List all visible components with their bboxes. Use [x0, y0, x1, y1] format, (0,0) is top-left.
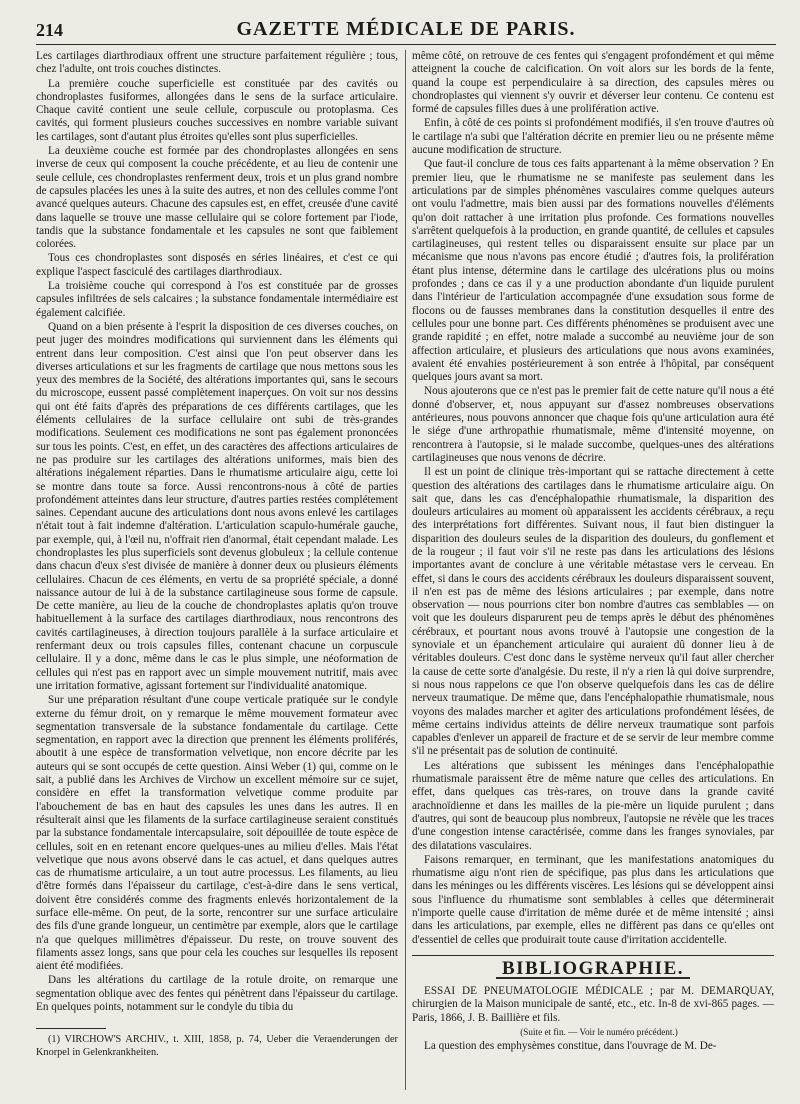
continuation-note: (Suite et fin. — Voir le numéro précédent.)	[520, 1027, 678, 1038]
journal-title: GAZETTE MÉDICALE DE PARIS.	[236, 18, 576, 40]
paragraph: Enfin, à côté de ces points si profondément modifiés, il s'en trouve d'autres où le cartilage n'a subi que l'altération décrite en premier lieu ou ne présente même aucune modification de structure.	[412, 117, 774, 157]
paragraph: Tous ces chondroplastes sont disposés en séries linéaires, et c'est ce qui explique l'aspect fasciculé des cartilages diarthrodiaux.	[36, 252, 398, 278]
paragraph: Que faut-il conclure de tous ces faits appartenant à la même observation ? En premier lieu, que le rhumatisme ne se manifeste pas seulement dans les articulations par de simples phénomènes vasculaires comme quelques auteurs ont voulu l'admettre, mais bien aussi par des formations nouvelles d'éléments qu'on doit rattacher à une irritation plus profonde. Ces formations nouvelles s'arrêtent quelquefois à la production, en grande quantité, de cellules et capsules cartilagineuses, qui restent telles ou disparaissent ensuite sur place par un mécanisme que nous n'avons pas encore étudié ; d'autres fois, la prolifération étant plus intense, détermine dans le cartilage des ulcérations plus ou moins profondes ; dans ce cas il y a une production abondante d'un liquide purulent dans l'intérieur de l'articulation accompagnée d'une exsudation sous forme de flocons ou de fausses membranes dans la constitution desquelles il entre des cellules pour une bonne part. Ces différents phénomènes se produisent avec une grande rapidité ; en effet, notre malade a succombé au neuvième jour de son affection articulaire, et plusieurs des articulations que nous avons examinées, avaient été envahies postérieurement à son entrée à l'hôpital, par conséquent quelques jours avant sa mort.	[412, 158, 774, 384]
paragraph: La première couche superficielle est constituée par des cavités ou chondroplastes fusiformes, allongées dans le sens de la surface articulaire. Chaque cavité contient une seule cellule, corpuscule ou protoplasma. Ces cavités, qui forment plusieurs couches successives en nombre variable suivant les cartilages, sont d'autant plus étroites qu'elles sont plus superficielles.	[36, 77, 398, 143]
paragraph: même côté, on retrouve de ces fentes qui s'engagent profondément et qui même atteignent la couche de calcification. On voit alors sur les bords de la fente, quand la coupe est perpendiculaire à sa direction, des capsules mères ou chondroplastes qui viennent s'y ouvrir et déverser leur contenu. Ce contenu est formé de capsules filles dues à une prolifération active.	[412, 50, 774, 116]
paragraph: La question des emphysèmes constitue, dans l'ouvrage de M. De-	[424, 1040, 717, 1053]
paragraph: La troisième couche qui correspond à l'os est constituée par de grosses capsules infiltrées de sels calcaires ; la substance fondamentale intermédiaire est également calcifiée.	[36, 280, 398, 319]
left-column	[36, 50, 398, 1090]
footnote-divider	[36, 1028, 106, 1029]
paragraph: Quand on a bien présente à l'esprit la disposition de ces diverses couches, on peut juger des moindres modifications qui surviennent dans les éléments qui entrent dans leur composition. C'est ainsi que l'on peut observer dans les diverses articulations et sur les fragments de cartilage que nous mettons sous les yeux des membres de la Société, des altérations importantes qui, sans le secours du microscope, eussent passé complètement inaperçues. On voit sur nos dessins qui ont été faits d'après des préparations de ces différents cartilages, que les éléments cellulaires de la surface cellulaire ont subi de très-grandes modifications. Seulement ces modifications ne sont pas également prononcées sur tous les points. C'est, en effet, un des caractères des affections articulaires de ne pas produire sur les cartilages des altérations uniformes, mais bien des altérations inégalement réparties. Dans le rhumatisme articulaire aigu, cette loi se montre dans toute sa force. Aussi rencontrons-nous à côté de parties profondément atteintes dans leur structure, d'autres parties restées complétement saines. Cependant aucune des articulations dont nous avons enlevé les cartilages n'était tout à fait indemne d'altération. L'articulation scapulo-humérale gauche, par exemple, qui, à l'œil nu, n'offrait rien d'anormal, était cependant malade. Les chondroplastes les plus superficiels sont devenus globuleux ; la cellule contenue dans chacun d'eux s'est divisée de manière à donner deux ou plusieurs éléments cellulaires. Chacun de ces éléments, en vertu de sa propriété spéciale, a donné naissance autour de lui à de la substance cartilagineuse sous forme de capsule. De cette manière, au lieu de la couche de chondroplastes aplatis qu'on trouve habituellement à la surface des cartilages diarthrodiaux, nous rencontrons des cavités cartilagineuses, à direction toujours parallèle à la surface articulaire et renfermant deux ou trois capsules filles, contenant chacune un corpuscule cellulaire. Il y a donc, même dans le cas le plus simple, une néoformation de cellules qui n'est pas en rapport avec un simple mouvement nutritif, mais avec une irritation formative, agissant fortement sur l'individualité anatomique.	[36, 320, 398, 692]
paragraph: Les altérations que subissent les méninges dans l'encéphalopathie rhumatismale paraissent être de même nature que celles des articulations. En effet, dans quelques cas très-rares, on trouve dans la grande cavité arachnoïdienne et dans les mailles de la pie-mère un liquide purulent ; dans d'autres, qui sont de beaucoup plus nombreux, l'autopsie ne révèle que les traces d'une congestion intense caractérisée, comme dans les franges synoviales, par des dilatations vasculaires.	[412, 759, 774, 852]
footnote: (1) VIRCHOW'S ARCHIV., t. XIII, 1858, p. 74, Ueber die Veraenderungen der Knorpel in Gelenkrankheiten.	[36, 1034, 398, 1058]
paragraph: Faisons remarquer, en terminant, que les manifestations anatomiques du rhumatisme aigu n'ont rien de spécifique, pas plus dans les articulations que dans les méninges ou les différents viscères. Les lésions qui se développent ainsi sous l'influence du rhumatisme sont semblables à celles que déterminerait n'importe quelle cause d'irritation de même durée et de même intensité ; ainsi dans les articulations, par exemple, elles ne diffèrent pas dans ce qu'elles ont d'essentiel de celles que produirait toute cause d'irritation accidentelle.	[412, 853, 774, 946]
paragraph: Il est un point de clinique très-important qui se rattache directement à cette question des altérations des cartilages dans le rhumatisme articulaire aigu. On sait que, dans les cas d'encéphalopathie rhumatismale, la disparition des douleurs articulaires au moment où apparaissent les accidents cérébraux, a reçu des interprétations fort différentes. Suivant nous, il faut bien distinguer la disparition des douleurs seules de la disparition des douleurs, du gonflement et de la rougeur ; il faut voir s'il ne reste pas dans les articulations des lésions importantes avant de conclure à une véritable métastase vers le cerveau. En effet, si dans le cours des accidents cérébraux les douleurs disparaissent souvent, il n'en est pas de même des lésions articulaires ; par exemple, dans notre observation — nous pourrions citer bon nombre d'autres cas semblables — on voit que les douleurs disparurent peu de temps après le début des phénomènes cérébraux, et pourtant nous avons trouvé à l'autopsie une congestion de la synoviale et un épanchement articulaire qui auraient dû donner lieu à de véritables douleurs. C'est donc dans le système nerveux qu'il faut aller chercher la cause de cette sorte d'analgésie. Du reste, il n'y a rien là qui doive surprendre, si nous nous rappelons ce que l'on observe quelquefois dans les cas de délire nerveux traumatique. De même que, dans l'encéphalopathie rhumatismale, nous voyons des malades marcher et agiter des articulations profondément lésées, de même certains individus atteints de délire nerveux traumatique sont parfois capables d'enlever un appareil de fracture et de se servir de leur membre comme s'il ne présentait pas de solution de continuité.	[412, 466, 774, 758]
paragraph: Dans les altérations du cartilage de la rotule droite, on remarque une segmentation oblique avec des fentes qui pénètrent dans l'épaisseur du cartilage. En quelques points, notamment sur le condyle du tibia du	[36, 974, 398, 1014]
page-number: 214	[36, 20, 63, 40]
column-divider	[405, 50, 406, 1090]
paragraph: Nous ajouterons que ce n'est pas le premier fait de cette nature qu'il nous a été donné d'observer, et, nous appuyant sur d'assez nombreuses observations antérieures, nous pouvons annoncer que chaque fois qu'une articulation aura été le siége d'une arthropathie rhumatismale, même d'intensité moyenne, on rencontrera à l'autopsie, si le malade succombe, quelques-unes des altérations cartilagineuses que nous venons de décrire.	[412, 385, 774, 464]
page-header	[36, 14, 776, 45]
paragraph: Sur une préparation résultant d'une coupe verticale pratiquée sur le condyle externe du fémur droit, on y remarque le même mouvement formateur avec segmentation transversale de la substance fondamentale du cartilage. Cette segmentation, en rapport avec la direction que prennent les éléments proliférés, aboutit à une espèce de transformation velvetique, non encore décrite par les auteurs qui se sont occupés de cette question. Ainsi Weber (1) qui, comme on le sait, a publié dans les Archives de Virchow un excellent mémoire sur ce sujet, considère en effet la transformation velvetique comme produite par l'abouchement de bas en haut des capsules les unes dans les autres. Il en résulterait ainsi que les filaments de la surface cartilagineuse seraient constitués par la substance fondamentale intercapsulaire, soit dépouillée de toute espèce de cellules, soit en en retenant encore quelques-unes au milieu d'elles. Mais l'état velvetique que nous avons observé dans le cas actuel, et dans quelques autres cas de rhumatisme articulaire, a un tout autre processus. Les filaments, au lieu d'être formés dans l'épaisseur du cartilage, c'est-à-dire dans le sens vertical, doivent être considérés comme des fragments enlevés horizontalement de la surface elle-même. On peut, de la sorte, rencontrer sur une surface articulaire des fils d'une grande longueur, un centimètre par exemple, alors que le cartilage n'a que quelques millimètres d'épaisseur. Du reste, on trouve souvent des filaments assez longs, sans que pour cela les couches sur lesquelles ils reposent aient été modifiées.	[36, 694, 398, 973]
section-divider	[412, 955, 774, 956]
bibliography-heading	[412, 957, 774, 979]
bibliography-title: BIBLIOGRAPHIE.	[496, 962, 690, 979]
paragraph: Les cartilages diarthrodiaux offrent une structure parfaitement régulière ; tous, chez l'adulte, ont trois couches distinctes.	[36, 50, 398, 76]
right-column	[412, 50, 774, 1090]
bibliography-entry: ESSAI DE PNEUMATOLOGIE MÉDICALE ; par M. DEMARQUAY, chirurgien de la Maison municipale de santé, etc., etc. In-8 de xvi-865 pages. — Paris, 1866, J. B. Baillière et fils.	[412, 985, 774, 1024]
paragraph: La deuxième couche est formée par des chondroplastes allongées en sens inverse de ceux qui composent la couche précédente, et au lieu de contenir une seule cellule, ces chondroplastes renferment deux, trois et un plus grand nombre de capsules placées les unes à la suite des autres, et non des cellules comme l'ont avancé quelques auteurs. Chacune des capsules est, en effet, creusée d'une cavité dans laquelle se trouve une masse cellulaire qui se colore fortement par l'iode, tandis que la substance fondamentale et les capsules ne sont que faiblement colorées.	[36, 145, 398, 251]
